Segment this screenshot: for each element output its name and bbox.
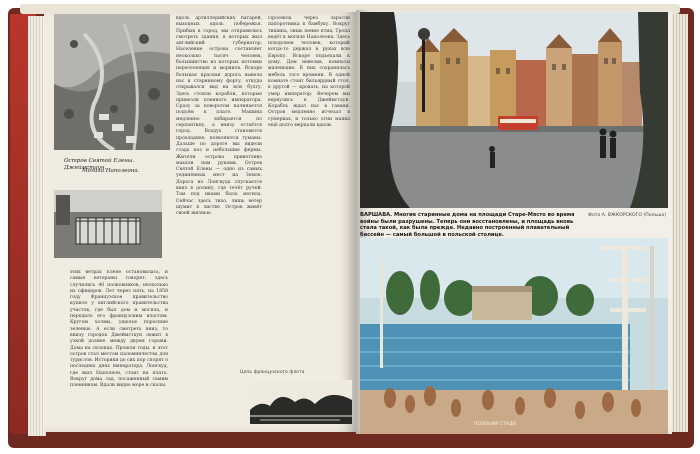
caption-napoleon-grave: Могила Наполеона.	[82, 168, 140, 174]
article-text-right-1: вдоль артиллерийских батарей, выходных вдоль побережья. Прибыв в город, мы отправились смотреть здания, в которых жил английский губернатор. Население острова составляет несколько тысяч человек, большинство из которых потомки переселенцев и моряков.	[176, 16, 262, 72]
article-column-left-1	[70, 270, 168, 430]
caption-warsaw: ВАРШАВА. Многие старинные дома на площади Старе-Място во время войны были разрушены. Теперь они восстановлены, и площадь вновь стала такой, как была прежде. Недавно построенный плавательный бассейн — самый большой в польской столице.	[360, 212, 575, 238]
coastline-sketch	[250, 380, 352, 424]
swimming-pool-photo	[360, 238, 668, 434]
article-text-far-right-1: Просекла через заросли папоротника к бамбуку. Вокруг тишина, лишь пение птиц. Тропа ведёт к могиле Наполеона. Здесь похоронен человек, который когда-то держал в руках всю Европу.	[268, 16, 350, 59]
article-text-far-right-3: Вечером мы вернулись в Джеймстаун. Корабль ждал нас в гавани. Остров медленно исчезал в сумерках, и только огни маяка ещё долго мерцали вдали.	[268, 91, 350, 129]
article-text-right-4: Дальше по дороге мы видели стада коз и небольшие фермы. Жители острова приветливо махали нам руками. Остров Святой Елены — одно из самых уединённых мест на Земле.	[176, 141, 262, 179]
left-page	[44, 12, 356, 432]
photo-credit: Фото А. ВЖКОРСКОГО (Польша)	[588, 213, 666, 218]
pool-stand-label: ПОЛОНИЯ СТАДИ	[474, 422, 516, 427]
warsaw-old-town-photo	[360, 12, 668, 208]
caption-jamestown: Остров Святой Елены. Джеймстаун.	[64, 158, 135, 171]
article-text-right-3: Сразу за поворотом начинается подъём к плато. Машина медленно взбирается по серпантину, а внизу остаётся город. Воздух становится прохладнее, появляются туманы.	[176, 104, 262, 141]
article-text-left-1: этих ветрах Елене остановилась, и самые ветераны говорят: здесь случились 40 полковников, несколько из офицеров. Лет через пять, на 1858 году Французское правительство купило у английского правительства участок, где был дом и могила, и передало его французским властям. Кругом холмы, ущелья поросшие зеленью. А если смотреть вниз, то внизу городок Джеймстаун лежит в узкой долине между двумя горами. Дома на склонах.	[70, 270, 168, 351]
article-column-left-3	[268, 16, 350, 372]
article-text-right-2: Вскоре большая красная дорога вывела нас к старинному форту, откуда открывался вид на всю бухту. Здесь стояли корабли, которые привезли пленного императора.	[176, 66, 262, 103]
article-text-far-right-2: Вскоре подъехали к дому. Дом невелик, комнаты маленькие. В них сохранилась мебель того времени. В одной комнате стоит бильярдный стол, в другой — кровать, на которой умер император.	[268, 53, 350, 97]
article-column-left-2	[176, 16, 262, 422]
caption-fleet-chain: Цепь французского флота	[240, 370, 305, 375]
napoleon-grave-photo	[54, 190, 162, 258]
jamestown-aerial-photo	[54, 14, 170, 150]
right-page	[356, 10, 672, 434]
article-text-left-2: Прошли годы, и этот остров стал местом паломничества для туристов. Историки до сих пор спорят о последних днях императора. Лонгвуд, где жил Наполеон, стоит на плато. Вокруг дома сад, посаженный самим пленником. Вдали видно море и скалы.	[70, 345, 168, 389]
article-text-left-3: Дорога из Лонгвуда спускается вниз в долину, где течёт ручей. Там под ивами была могила. Сейчас здесь тихо, лишь ветер шумит в листве. Остров живёт своей жизнью.	[176, 179, 262, 217]
